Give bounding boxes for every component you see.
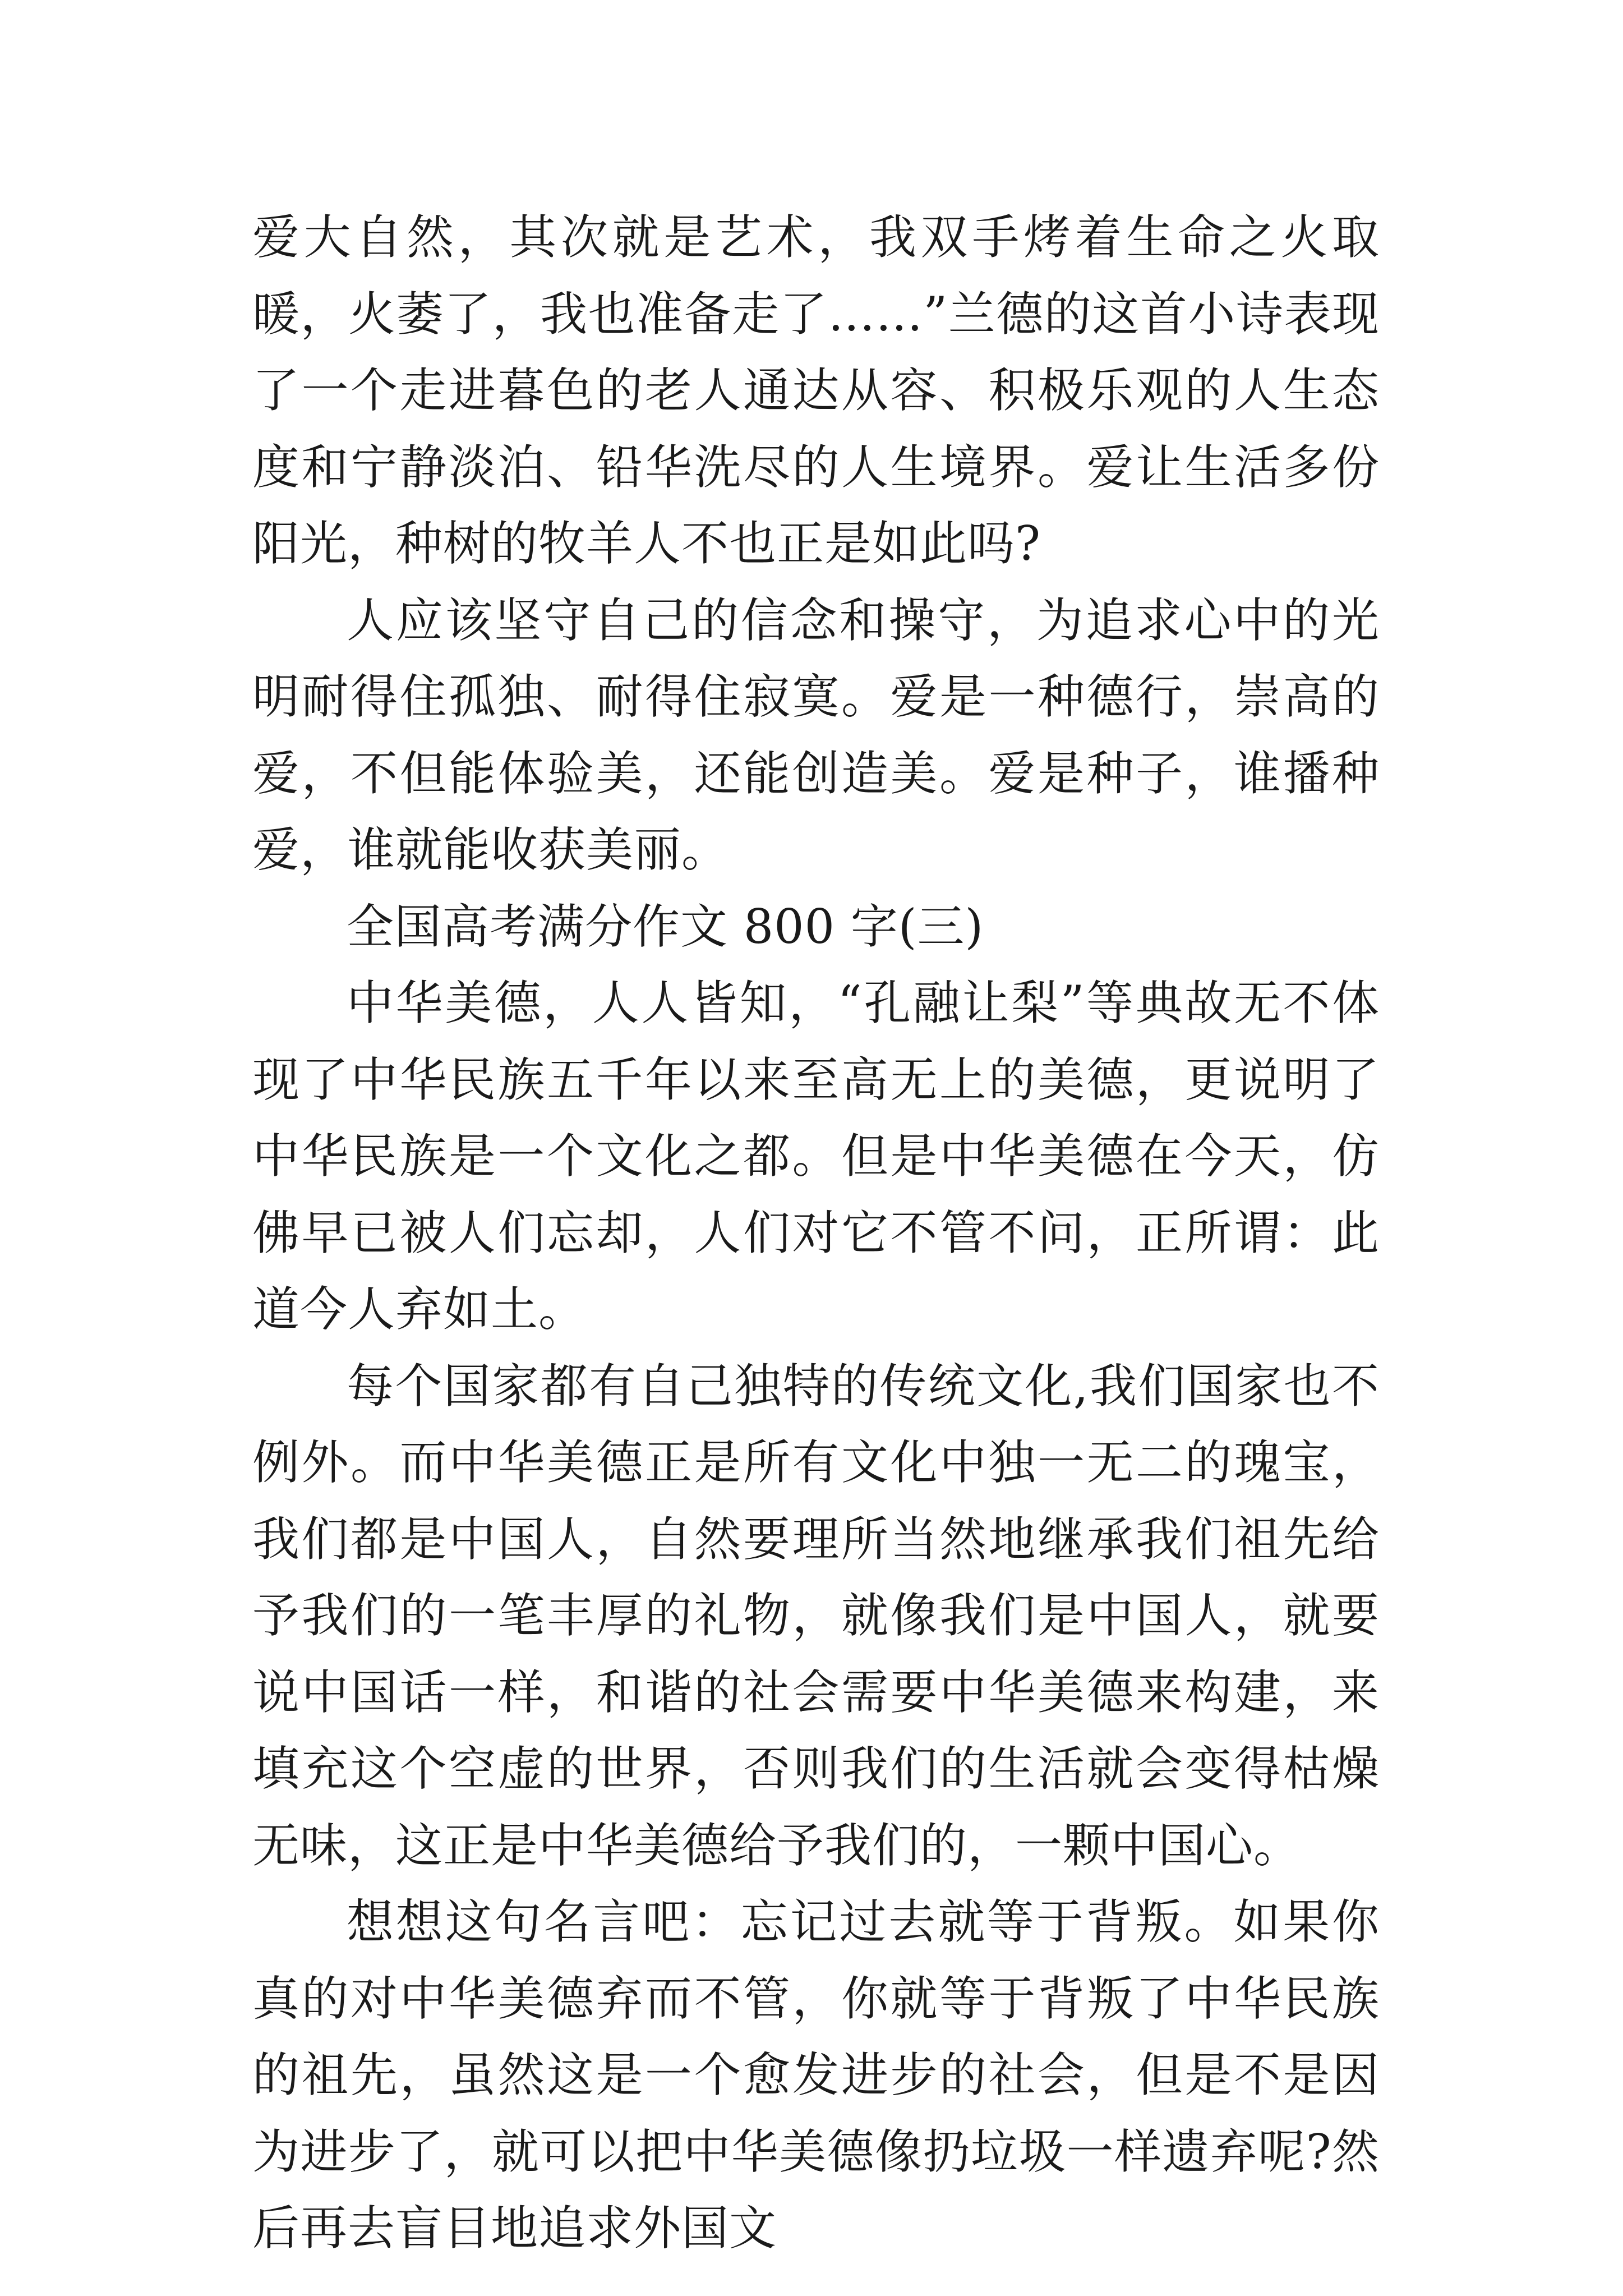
document-page	[252, 199, 1380, 2267]
section-heading: 全国高考满分作文 800 字(三)	[347, 899, 984, 954]
paragraph-continuation: 爱大自然，其次就是艺术，我双手烤着生命之火取暖，火萎了，我也准备走了……”兰德的这首小诗表现了一个走进暮色的老人通达从容、积极乐观的人生态度和宁静淡泊、铅华洗尽的人生境界。爱让生活多份阳光，种树的牧羊人不也正是如此吗?	[252, 210, 1380, 571]
paragraph: 人应该坚守自己的信念和操守，为追求心中的光明耐得住孤独、耐得住寂寞。爱是一种德行，崇高的爱，不但能体验美，还能创造美。爱是种子，谁播种爱，谁就能收获美丽。	[252, 592, 1380, 877]
paragraph: 想想这句名言吧：忘记过去就等于背叛。如果你真的对中华美德弃而不管，你就等于背叛了中华民族的祖先，虽然这是一个愈发进步的社会，但是不是因为进步了，就可以把中华美德像扔垃圾一样遗弃呢?然后再去盲目地追求外国文	[252, 1894, 1380, 2256]
paragraph: 中华美德，人人皆知，“孔融让梨”等典故无不体现了中华民族五千年以来至高无上的美德，更说明了中华民族是一个文化之都。但是中华美德在今天，仿佛早已被人们忘却，人们对它不管不问，正所谓：此道今人弃如土。	[252, 976, 1380, 1337]
paragraph: 每个国家都有自己独特的传统文化,我们国家也不例外。而中华美德正是所有文化中独一无二的瑰宝，我们都是中国人，自然要理所当然地继承我们祖先给予我们的一笔丰厚的礼物，就像我们是中国人，就要说中国话一样，和谐的社会需要中华美德来构建，来填充这个空虚的世界，否则我们的生活就会变得枯燥无味，这正是中华美德给予我们的，一颗中国心。	[252, 1358, 1380, 1873]
